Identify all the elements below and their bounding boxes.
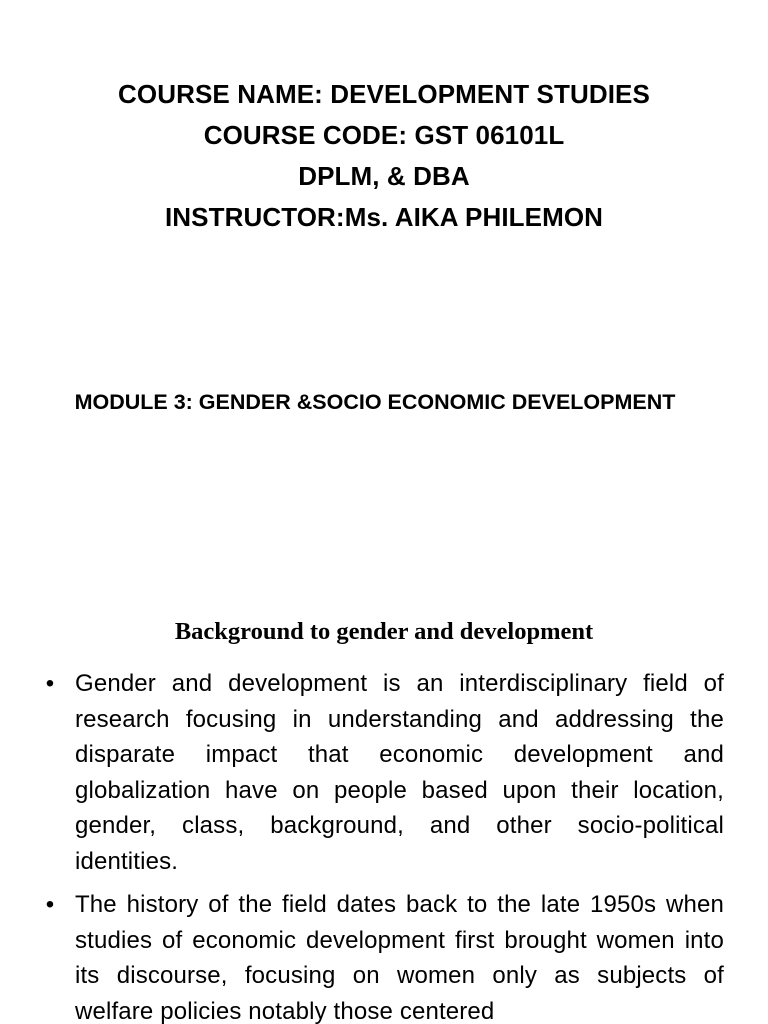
module-title: MODULE 3: GENDER &SOCIO ECONOMIC DEVELOPMENT: [74, 390, 676, 414]
bullet-text: Gender and development is an interdisciplinary field of research focusing in understanding and addressing the disparate impact that economic development and globalization have on people based upon their location, gender, class, background, and other socio-political identities.: [75, 670, 724, 875]
course-name: COURSE NAME: DEVELOPMENT STUDIES: [118, 79, 650, 109]
section-title: Background to gender and development: [174, 618, 594, 645]
bullet-text: The history of the field dates back to the late 1950s when studies of economic development first brought women into its discourse, focusing on women only as subjects of welfare policies notably those centered: [75, 891, 724, 1024]
bullet-item: [40, 887, 724, 1024]
course-programs: DPLM, & DBA: [298, 161, 470, 191]
bullet-list: [40, 666, 724, 1024]
bullet-icon: •: [45, 891, 55, 918]
course-code: COURSE CODE: GST 06101L: [203, 120, 565, 150]
course-header: [0, 74, 768, 238]
bullet-icon: •: [45, 670, 55, 697]
course-instructor: INSTRUCTOR:Ms. AIKA PHILEMON: [164, 202, 604, 232]
bullet-item: [40, 666, 724, 879]
